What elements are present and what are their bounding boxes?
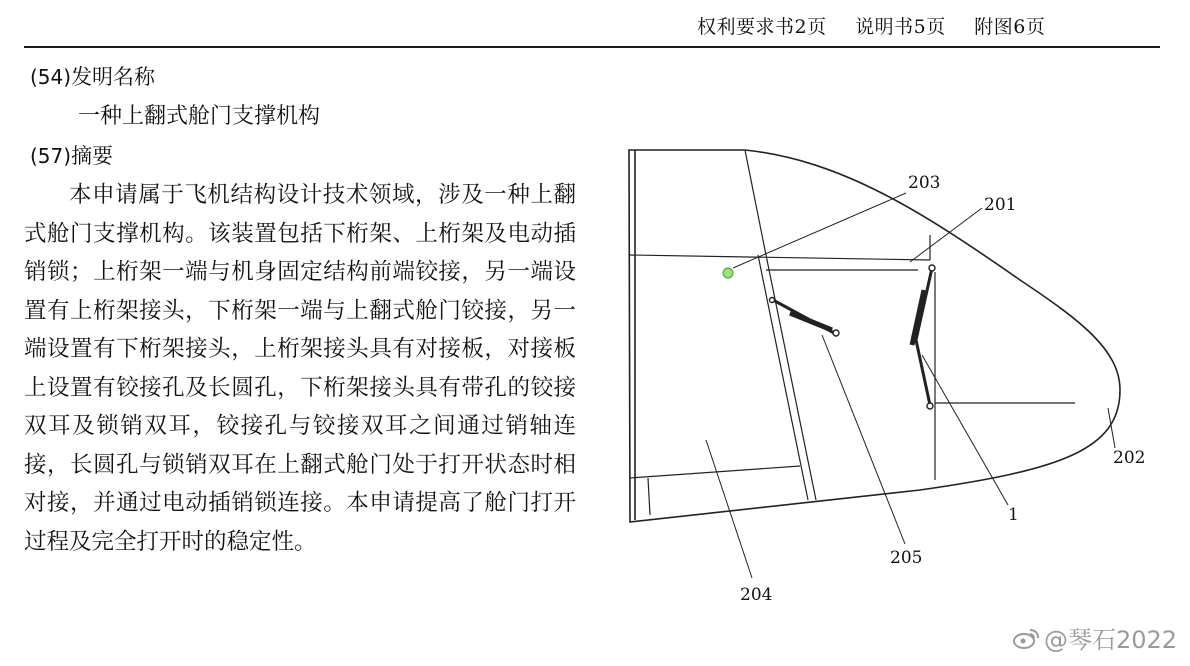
weibo-icon (1012, 626, 1040, 656)
title-section-heading (30, 61, 155, 91)
label-1: 1 (1008, 505, 1019, 525)
label-204: 204 (740, 585, 773, 605)
abstract-text: 本申请属于飞机结构设计技术领域，涉及一种上翻式舱门支撑机构。该装置包括下桁架、上桁架及电动插销锁；上桁架一端与机身固定结构前端铰接，另一端设置有上桁架接头，下桁架一端与上翻式舱门铰接，另一端设置有下桁架接头，上桁架接头具有对接板，对接板上设置有铰接孔及长圆孔，下桁架接头具有带孔的铰接双耳及锁销双耳，铰接孔与铰接双耳之间通过销轴连接，长圆孔与锁销双耳在上翻式舱门处于打开状态时相对接，并通过电动插销锁连接。本申请提高了舱门打开过程及完全打开时的稳定性。 (24, 182, 576, 555)
leader-lines (706, 193, 1115, 578)
page-count-header (697, 12, 1077, 42)
description-page-count: 说明书5页 (855, 16, 946, 38)
title-section-code: (54) (30, 65, 72, 89)
watermark (1012, 620, 1177, 654)
abstract-section-heading (30, 140, 113, 170)
label-201: 201 (984, 195, 1017, 215)
claims-page-count: 权利要求书2页 (697, 16, 827, 38)
title-section-label: 发明名称 (71, 65, 156, 89)
truss-assembly (770, 265, 936, 409)
abstract-section-code: (57) (30, 144, 72, 168)
abstract-section-label: 摘要 (71, 144, 114, 168)
label-205: 205 (890, 548, 923, 568)
label-202: 202 (1113, 448, 1146, 468)
invention-title: 一种上翻式舱门支撑机构 (78, 104, 321, 129)
label-203: 203 (908, 173, 941, 193)
pin-marker (723, 268, 733, 278)
drawings-page-count: 附图6页 (974, 16, 1046, 38)
watermark-text: @琴石2022 (1044, 626, 1178, 654)
patent-figure (620, 140, 1160, 624)
header-divider (24, 46, 1160, 48)
